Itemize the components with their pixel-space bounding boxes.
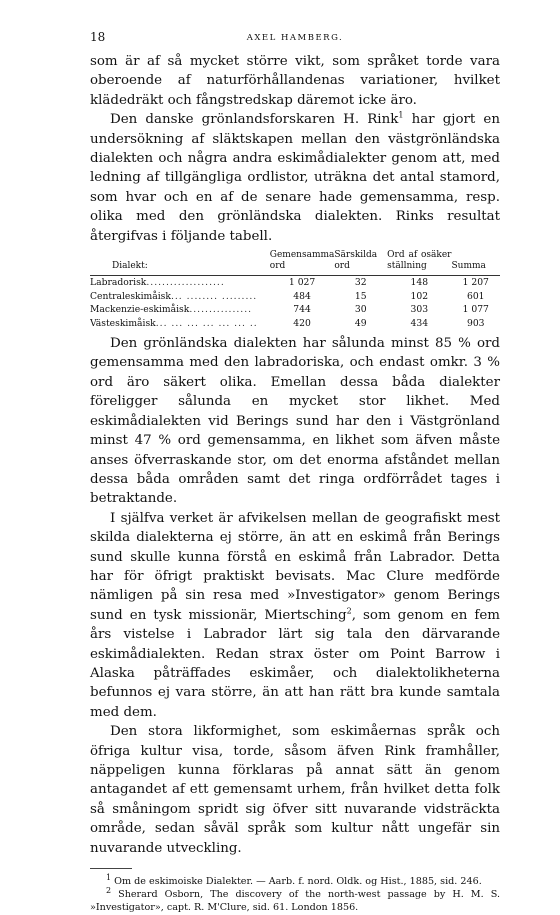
- cell-common: 1 027: [288, 277, 316, 289]
- cell-different: 15: [354, 290, 367, 302]
- cell-uncertain: 148: [410, 277, 429, 289]
- footnote-ref-1[interactable]: 1: [398, 110, 404, 120]
- cell-common: 420: [293, 317, 311, 329]
- table-row: [90, 303, 500, 317]
- cell-total: 1 207: [462, 277, 489, 289]
- row-name: Labradorisk: [90, 277, 147, 289]
- dialect-table: [90, 250, 500, 330]
- cell-common: 484: [293, 290, 311, 302]
- table-row: [90, 290, 500, 304]
- cell-common: 744: [293, 304, 311, 316]
- table-row: [90, 276, 500, 290]
- header-total: Summa: [451, 260, 486, 271]
- header-dialect: Dialekt:: [112, 260, 148, 271]
- paragraph-3: Den grönländska dialekten har sålunda minst 85 % ord gemensamma med den labradoriska, och endast omkr. 3 % ord äro säkert olika. Emellan dessa båda dialekter föreligger sålunda en mycket stor likhet. Med eskimådialekten vid Berings sund har den i Västgrönland minst 47 % ord gemensamma, en likhet som äfven måste anses öfverraskande stor, om det enorma afståndet mellan dessa båda områden samt det ringa ordförrådet tages i betraktande.: [90, 336, 500, 507]
- row-name: Mackenzie-eskimåisk: [90, 304, 190, 316]
- footnote-2-text: Sherard Osborn, The discovery of the north-west passage by H. M. S. »Investigator», capt. R. M'Clure, sid. 61. London 1856.: [90, 889, 500, 914]
- cell-different: 32: [354, 277, 367, 289]
- footnote-2-marker: 2: [106, 886, 112, 896]
- footnote-1-marker: 1: [106, 872, 112, 882]
- leader-dots: ... ... ... ... ... ... ..: [155, 317, 258, 329]
- cell-total: 601: [466, 290, 485, 302]
- cell-uncertain: 102: [410, 290, 429, 302]
- paragraph-2-text-b: har gjort en undersökning af släktskapen mellan den västgrönländska dialekten och några andra eskimådialekter genom att, med ledning af tillgängliga ordlistor, uträkna det antal stamord, som hvar och en af de senare hade gemensamma, resp. olika med den grönländska dialekten. Rinks resultat återgifvas i följande tabell.: [90, 112, 500, 244]
- header-common: Gemensamma ord: [269, 250, 335, 271]
- cell-total: 1 077: [462, 304, 489, 316]
- table-row: [90, 317, 500, 331]
- running-title: AXEL HAMBERG.: [246, 33, 344, 43]
- body-text: [90, 52, 500, 915]
- footnote-2: [90, 888, 500, 914]
- footnote-ref-2[interactable]: 2: [346, 606, 352, 616]
- cell-uncertain: 303: [410, 304, 429, 316]
- leader-dots: ................: [189, 304, 253, 316]
- paragraph-4-text-a: I själfva verket är afvikelsen mellan de geografiskt mest skilda dialekterna ej större, än att en eskimå från Berings sund skulle kunna förstå en eskimå från Labrador. Detta har för öfrigt praktiskt bevisats. Mac Clure medförde nämligen på sin resa med »Investigator» genom Berings sund en tysk missionär, Miertsching: [90, 510, 500, 623]
- cell-uncertain: 434: [410, 317, 429, 329]
- paragraph-2: [90, 110, 500, 246]
- paragraph-1: som är af så mycket större vikt, som språket torde vara oberoende af naturförhållandenas variationer, hvilket klädedräkt och fångstredskap däremot icke äro.: [90, 54, 500, 108]
- paragraph-4: [90, 509, 500, 722]
- paragraph-2-text-a: Den danske grönlandsforskaren H. Rink: [110, 112, 399, 128]
- footnote-1: [90, 872, 500, 888]
- paragraph-5: Den stora likformighet, som eskimåernas språk och öfriga kultur visa, torde, såsom äfven Rink framhåller, näppeligen kunna förklaras på annat sätt än genom antagandet af ett gemensamt urhem, från hvilket detta folk så småningom spridt sig öfver sitt nuvarande vidsträckta område, sedan såväl språk som kultur nått ungefär sin nuvarande utveckling.: [90, 724, 500, 856]
- footnote-divider: [90, 868, 132, 869]
- header-different: Särskilda ord: [334, 250, 378, 271]
- footnote-1-text: Om de eskimoiske Dialekter. — Aarb. f. nord. Oldk. og Hist., 1885, sid. 246.: [111, 876, 482, 888]
- row-name: Västeskimåisk: [90, 317, 156, 329]
- header-uncertain: Ord af osäker ställning: [387, 250, 452, 271]
- footnotes: [90, 872, 500, 915]
- cell-different: 30: [354, 304, 367, 316]
- row-name: Centraleskimåisk: [90, 290, 171, 302]
- cell-total: 903: [466, 317, 485, 329]
- running-head: [90, 30, 500, 46]
- page-number: 18: [90, 30, 106, 44]
- leader-dots: ....................: [146, 277, 225, 289]
- paragraph-4-text-b: , som genom en fem års vistelse i Labrador lärt sig tala den därvarande eskimådialekten. Redan strax öster om Point Barrow i Alaska påträffades eskimåer, och dialektolikheterna befunnos ej vara större, än att han rätt bra kunde samtala med dem.: [90, 607, 500, 720]
- leader-dots: ... ........ .........: [170, 290, 258, 302]
- cell-different: 49: [354, 317, 367, 329]
